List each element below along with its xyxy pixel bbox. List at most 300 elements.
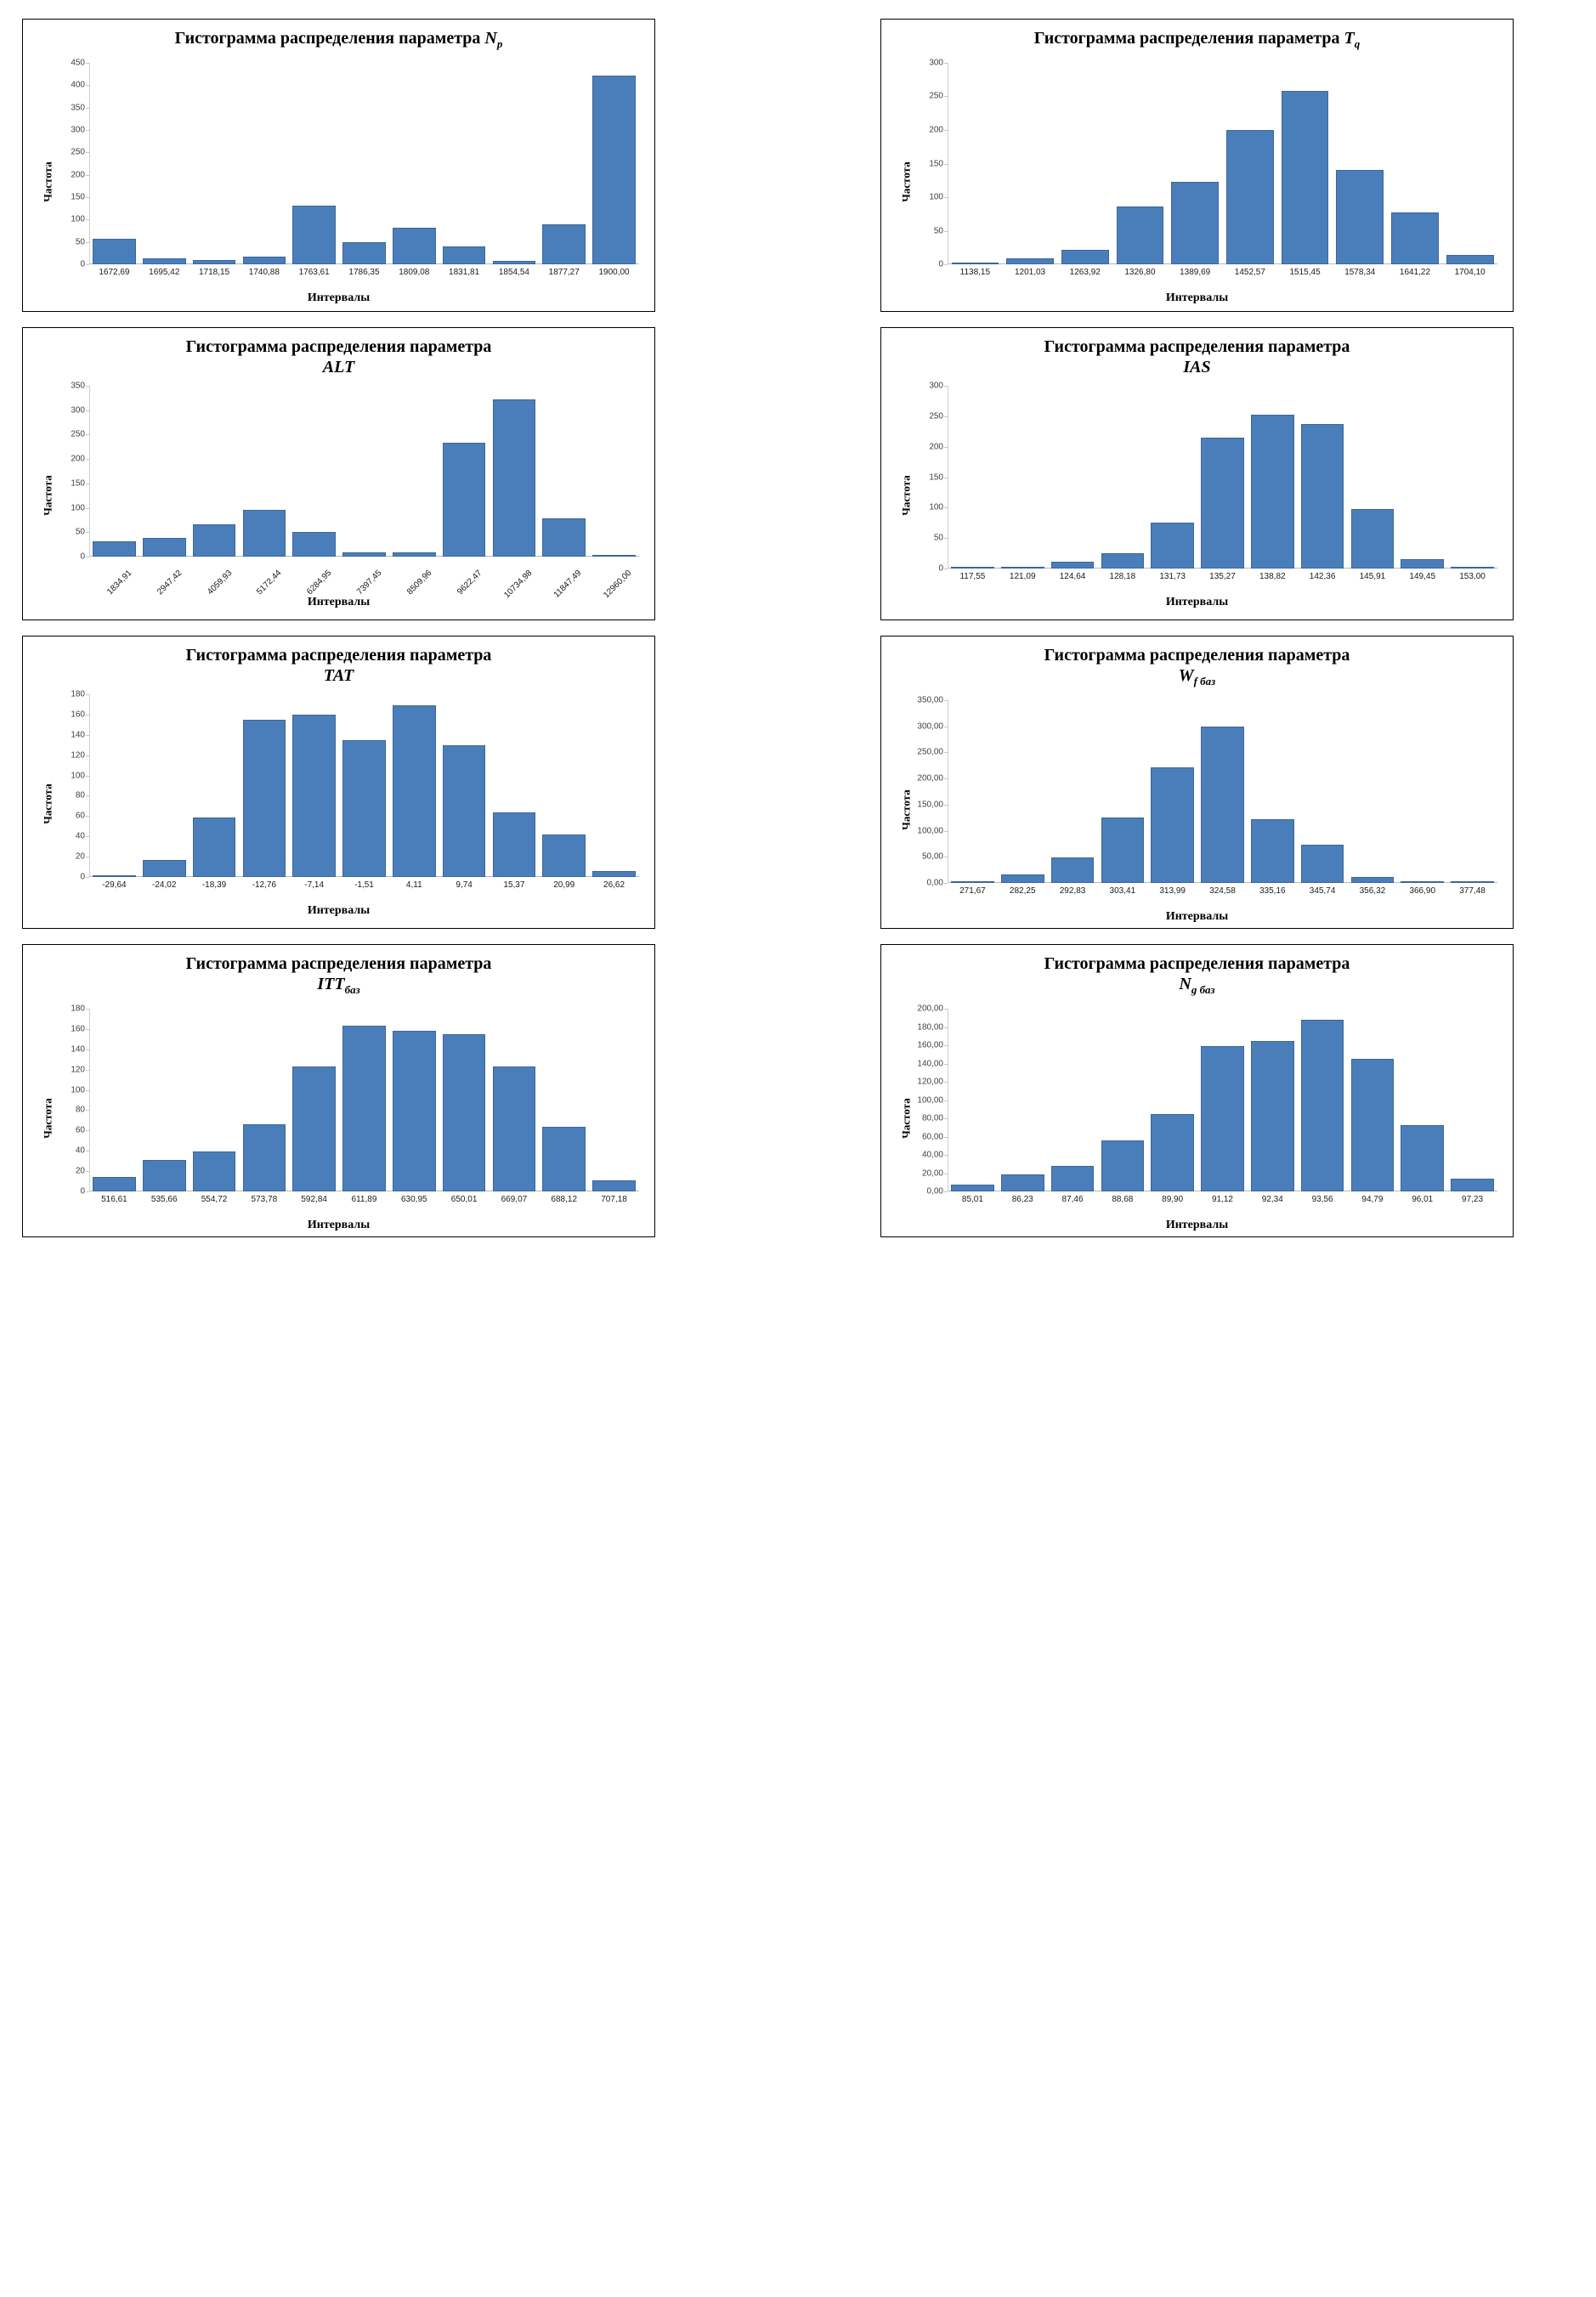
x-tick-label: 271,67 bbox=[959, 886, 986, 896]
bar[interactable] bbox=[1201, 1046, 1244, 1191]
x-tick-label: 1854,54 bbox=[498, 268, 529, 277]
bar-slot bbox=[190, 386, 240, 557]
y-tick-label: 250 bbox=[71, 147, 85, 157]
chart-title-tq: Гистограмма распределения параметра $T_q$ bbox=[1033, 29, 1361, 50]
bar-slot bbox=[1447, 1009, 1497, 1191]
bar[interactable] bbox=[393, 228, 436, 264]
y-tick-label: 20,00 bbox=[921, 1168, 943, 1178]
bar[interactable] bbox=[342, 740, 386, 877]
x-tick-label: 611,89 bbox=[351, 1195, 377, 1204]
bar[interactable] bbox=[592, 1180, 636, 1191]
bar[interactable] bbox=[1051, 562, 1095, 569]
bar[interactable] bbox=[1351, 509, 1395, 569]
bar-slot bbox=[389, 386, 439, 557]
bar-slot bbox=[539, 694, 589, 877]
bar-slot bbox=[1168, 63, 1223, 264]
chart-title-np: Гистограмма распределения параметра $N_p$ bbox=[174, 29, 503, 50]
bar[interactable] bbox=[1401, 881, 1444, 883]
y-tick-label: 0 bbox=[938, 259, 943, 269]
bar[interactable] bbox=[443, 443, 486, 557]
chart-title-wf: Гистограмма распределения параметра $W_{f баз}$ bbox=[1044, 646, 1350, 687]
bar-slot bbox=[190, 63, 240, 264]
bar-slot bbox=[339, 386, 389, 557]
y-tick-label: 250 bbox=[929, 91, 943, 101]
bar[interactable] bbox=[1101, 1140, 1145, 1191]
bar[interactable] bbox=[542, 224, 586, 264]
bar[interactable] bbox=[493, 812, 536, 877]
bar[interactable] bbox=[1226, 130, 1274, 264]
bar[interactable] bbox=[143, 258, 186, 264]
bar[interactable] bbox=[443, 246, 486, 264]
x-tick-label: 303,41 bbox=[1109, 886, 1136, 896]
bar[interactable] bbox=[93, 1177, 136, 1191]
y-tick-label: 200,00 bbox=[917, 1004, 943, 1014]
bar[interactable] bbox=[952, 263, 999, 264]
y-tick-label: 300 bbox=[71, 405, 85, 416]
x-tick-label: 6284,95 bbox=[305, 568, 334, 597]
bar[interactable] bbox=[1351, 1059, 1395, 1191]
x-tick-label: 9622,47 bbox=[455, 568, 484, 597]
bar-slot bbox=[439, 386, 490, 557]
bar-slot bbox=[1298, 386, 1348, 569]
y-tick-label: 50 bbox=[75, 527, 85, 537]
bar[interactable] bbox=[542, 518, 586, 557]
bar-slot bbox=[1333, 63, 1388, 264]
bar[interactable] bbox=[193, 1151, 236, 1191]
bar[interactable] bbox=[93, 875, 136, 877]
x-tick-label: 1900,00 bbox=[598, 268, 630, 277]
plot-area-itt bbox=[23, 1000, 654, 1236]
y-tick-label: 200,00 bbox=[917, 773, 943, 784]
chart-title-ng: Гистограмма распределения параметра $N_{g баз}$ bbox=[1044, 954, 1350, 996]
y-tick-label: 20 bbox=[75, 1166, 85, 1176]
bar-slot bbox=[339, 1009, 389, 1191]
y-tick-label: 40 bbox=[75, 831, 85, 841]
bar-slot bbox=[1197, 1009, 1248, 1191]
plot-area-wf bbox=[881, 692, 1513, 927]
x-tick-label: 573,78 bbox=[251, 1195, 278, 1204]
y-tick-label: 100 bbox=[71, 1085, 85, 1095]
bar-slot bbox=[1097, 386, 1147, 569]
y-tick-label: 350 bbox=[71, 381, 85, 391]
bar-slot bbox=[539, 63, 589, 264]
bar-slot bbox=[139, 386, 190, 557]
bar[interactable] bbox=[243, 1124, 286, 1191]
x-tick-label: 1704,10 bbox=[1454, 268, 1486, 277]
bar[interactable] bbox=[1151, 523, 1194, 569]
bar[interactable] bbox=[1401, 1125, 1444, 1191]
bar[interactable] bbox=[1336, 170, 1384, 264]
bar[interactable] bbox=[1251, 415, 1294, 569]
axis-area bbox=[71, 689, 639, 882]
bar-slot bbox=[948, 700, 998, 883]
bar-slot bbox=[389, 1009, 439, 1191]
bar[interactable] bbox=[342, 1026, 386, 1191]
x-tick-label: 1877,27 bbox=[548, 268, 580, 277]
bar[interactable] bbox=[393, 1031, 436, 1191]
bar[interactable] bbox=[592, 76, 636, 264]
x-tick-label: 1578,34 bbox=[1344, 268, 1376, 277]
x-tick-label: 630,95 bbox=[400, 1195, 427, 1204]
chart-cell-tq bbox=[858, 12, 1589, 320]
y-tick-label: 100 bbox=[71, 771, 85, 781]
y-tick-label: 250 bbox=[929, 411, 943, 421]
bar-slot bbox=[1197, 700, 1248, 883]
y-axis-label: Частота bbox=[899, 161, 913, 202]
y-tick-label: 0 bbox=[80, 1186, 85, 1197]
bar[interactable] bbox=[243, 720, 286, 877]
x-tick-label: 85,01 bbox=[961, 1195, 983, 1204]
y-tick-label: 250 bbox=[71, 429, 85, 439]
bar[interactable] bbox=[1301, 845, 1344, 883]
y-tick-label: 350,00 bbox=[917, 695, 943, 705]
bar[interactable] bbox=[443, 745, 486, 877]
chart-panel-tq bbox=[880, 19, 1514, 312]
bar[interactable] bbox=[493, 261, 536, 264]
y-tick-label: 0,00 bbox=[926, 1186, 943, 1197]
x-tick-label: -24,02 bbox=[152, 880, 177, 890]
plot-area-ias bbox=[881, 377, 1513, 613]
y-tick-label: 100 bbox=[71, 503, 85, 513]
bar-slot bbox=[1057, 63, 1112, 264]
x-tick-labels bbox=[89, 880, 639, 896]
bar[interactable] bbox=[951, 567, 994, 569]
y-tick-label: 160,00 bbox=[917, 1040, 943, 1050]
y-tick-label: 50 bbox=[933, 226, 943, 235]
x-tick-label: 535,66 bbox=[150, 1195, 178, 1204]
bar[interactable] bbox=[1391, 212, 1439, 264]
bar[interactable] bbox=[542, 835, 586, 877]
bar[interactable] bbox=[1101, 553, 1145, 569]
x-tick-label: 1389,69 bbox=[1180, 268, 1211, 277]
bar-slot bbox=[539, 386, 589, 557]
x-tick-label: 1326,80 bbox=[1124, 268, 1156, 277]
bar[interactable] bbox=[1251, 1041, 1294, 1191]
x-tick-label: 688,12 bbox=[551, 1195, 578, 1204]
y-tick-label: 100,00 bbox=[917, 1095, 943, 1105]
bar[interactable] bbox=[1051, 1166, 1095, 1191]
x-axis-label: Интервалы bbox=[307, 904, 371, 917]
x-tick-labels bbox=[89, 268, 639, 283]
bar-slot bbox=[998, 700, 1048, 883]
bar[interactable] bbox=[1061, 250, 1109, 264]
bar[interactable] bbox=[1171, 182, 1219, 264]
bar[interactable] bbox=[342, 242, 386, 264]
chart-title-alt: Гистограмма распределения параметра ALT bbox=[185, 337, 492, 376]
bar-slot bbox=[439, 1009, 490, 1191]
bar[interactable] bbox=[1101, 818, 1145, 883]
bar-slot bbox=[589, 694, 639, 877]
y-tick-label: 0 bbox=[80, 872, 85, 882]
bar[interactable] bbox=[1301, 1020, 1344, 1191]
chart-panel-itt bbox=[22, 944, 655, 1237]
chart-panel-ias bbox=[880, 327, 1514, 620]
y-tick-mark bbox=[86, 264, 89, 265]
bar-slot bbox=[1397, 386, 1447, 569]
bar[interactable] bbox=[1451, 881, 1494, 883]
y-tick-label: 140,00 bbox=[917, 1059, 943, 1068]
bar-slot bbox=[1048, 700, 1098, 883]
y-tick-label: 200 bbox=[71, 454, 85, 464]
y-tick-label: 80,00 bbox=[921, 1113, 943, 1123]
y-tick-label: 60,00 bbox=[921, 1132, 943, 1141]
x-tick-label: 356,32 bbox=[1359, 886, 1386, 896]
x-tick-label: 135,27 bbox=[1209, 572, 1236, 581]
x-tick-label: 86,23 bbox=[1011, 1195, 1033, 1204]
x-tick-label: -7,14 bbox=[304, 880, 325, 890]
bar[interactable] bbox=[243, 257, 286, 264]
y-tick-label: 0 bbox=[938, 563, 943, 574]
bar[interactable] bbox=[1251, 819, 1294, 883]
x-tick-label: 91,12 bbox=[1211, 1195, 1233, 1204]
y-tick-label: 160 bbox=[71, 710, 85, 720]
bar-slot bbox=[1112, 63, 1168, 264]
bar[interactable] bbox=[493, 1066, 536, 1191]
bar[interactable] bbox=[292, 1066, 336, 1191]
x-tick-label: 282,25 bbox=[1009, 886, 1036, 896]
x-tick-label: 10734,98 bbox=[501, 568, 534, 601]
bar-slot bbox=[589, 1009, 639, 1191]
bar-slot bbox=[1048, 1009, 1098, 1191]
x-axis-label: Интервалы bbox=[1165, 910, 1229, 923]
bar-slot bbox=[998, 386, 1048, 569]
bar[interactable] bbox=[93, 239, 136, 264]
y-tick-label: 50 bbox=[933, 533, 943, 543]
bar-slot bbox=[289, 386, 339, 557]
x-tick-label: 153,00 bbox=[1459, 572, 1486, 581]
bar-slot bbox=[139, 63, 190, 264]
bar[interactable] bbox=[1001, 874, 1044, 883]
chart-cell-wf bbox=[858, 629, 1589, 937]
chart-cell-ng bbox=[858, 937, 1589, 1246]
x-tick-label: 1641,22 bbox=[1399, 268, 1431, 277]
bars-container bbox=[948, 386, 1497, 569]
x-tick-label: 94,79 bbox=[1361, 1195, 1384, 1204]
bars-container bbox=[948, 700, 1497, 883]
x-tick-label: 11847,49 bbox=[552, 568, 584, 600]
bar-slot bbox=[289, 694, 339, 877]
charts-grid bbox=[0, 12, 1596, 1246]
y-tick-label: 250,00 bbox=[917, 747, 943, 757]
bar[interactable] bbox=[1006, 258, 1054, 264]
bar-slot bbox=[289, 63, 339, 264]
x-tick-label: 1672,69 bbox=[99, 268, 130, 277]
bar[interactable] bbox=[951, 1185, 994, 1191]
bar[interactable] bbox=[1301, 424, 1344, 569]
y-tick-label: 150,00 bbox=[917, 800, 943, 810]
x-axis-label: Интервалы bbox=[307, 291, 371, 304]
bar[interactable] bbox=[592, 871, 636, 877]
bar[interactable] bbox=[193, 524, 236, 557]
bar-slot bbox=[339, 694, 389, 877]
axis-area bbox=[929, 381, 1497, 574]
x-tick-label: 8509,96 bbox=[405, 568, 434, 597]
bar-slot bbox=[1277, 63, 1333, 264]
x-tick-label: 707,18 bbox=[601, 1195, 627, 1204]
bar[interactable] bbox=[951, 881, 994, 883]
y-tick-label: 20 bbox=[75, 851, 85, 862]
y-axis-label: Частота bbox=[899, 474, 913, 516]
bar-slot bbox=[1003, 63, 1058, 264]
bar[interactable] bbox=[493, 399, 536, 557]
bar-slot bbox=[948, 63, 1003, 264]
y-tick-label: 50,00 bbox=[921, 851, 943, 862]
bar-slot bbox=[1348, 700, 1398, 883]
y-tick-label: 400 bbox=[71, 80, 85, 90]
bar-slot bbox=[1397, 700, 1447, 883]
bar[interactable] bbox=[1151, 767, 1194, 883]
y-tick-label: 100 bbox=[71, 214, 85, 224]
x-tick-label: 1452,57 bbox=[1234, 268, 1265, 277]
bar-slot bbox=[1397, 1009, 1447, 1191]
bar[interactable] bbox=[1451, 567, 1494, 569]
bar-slot bbox=[190, 1009, 240, 1191]
x-tick-labels bbox=[948, 886, 1497, 902]
bar-slot bbox=[490, 1009, 540, 1191]
bar[interactable] bbox=[1401, 559, 1444, 569]
x-tick-label: 345,74 bbox=[1309, 886, 1336, 896]
x-tick-label: 1786,35 bbox=[348, 268, 380, 277]
y-tick-label: 0 bbox=[80, 259, 85, 269]
x-tick-label: 142,36 bbox=[1309, 572, 1336, 581]
bar[interactable] bbox=[1117, 207, 1164, 264]
bars-container bbox=[89, 63, 639, 264]
bar[interactable] bbox=[443, 1034, 486, 1191]
bar[interactable] bbox=[193, 818, 236, 877]
chart-title-ias: Гистограмма распределения параметра IAS bbox=[1044, 337, 1350, 376]
y-tick-label: 300 bbox=[929, 58, 943, 68]
bar[interactable] bbox=[393, 705, 436, 877]
bar-slot bbox=[1447, 386, 1497, 569]
y-tick-mark bbox=[944, 1191, 948, 1192]
bars-container bbox=[948, 63, 1497, 264]
x-tick-label: 96,01 bbox=[1412, 1195, 1434, 1204]
y-tick-label: 100 bbox=[929, 192, 943, 202]
y-tick-label: 150 bbox=[929, 159, 943, 168]
bar-slot bbox=[589, 386, 639, 557]
x-axis-label: Интервалы bbox=[1165, 596, 1229, 608]
x-tick-label: 89,90 bbox=[1162, 1195, 1184, 1204]
y-tick-label: 450 bbox=[71, 58, 85, 68]
bar-slot bbox=[1447, 700, 1497, 883]
y-tick-label: 200 bbox=[929, 442, 943, 452]
y-tick-label: 200 bbox=[929, 125, 943, 135]
chart-panel-ng bbox=[880, 944, 1514, 1237]
chart-cell-ias bbox=[858, 320, 1589, 629]
x-tick-label: 324,58 bbox=[1209, 886, 1236, 896]
y-tick-label: 50 bbox=[75, 237, 85, 247]
x-tick-label: 149,45 bbox=[1409, 572, 1436, 581]
y-tick-label: 300,00 bbox=[917, 721, 943, 732]
bar-slot bbox=[190, 694, 240, 877]
x-tick-label: 669,07 bbox=[501, 1195, 528, 1204]
plot-area-ng bbox=[881, 1000, 1513, 1236]
y-tick-label: 40,00 bbox=[921, 1150, 943, 1160]
x-tick-labels bbox=[948, 572, 1497, 587]
bars-container bbox=[89, 694, 639, 877]
y-tick-label: 80 bbox=[75, 1105, 85, 1115]
bar[interactable] bbox=[1051, 857, 1095, 883]
x-tick-label: 124,64 bbox=[1059, 572, 1086, 581]
chart-title-tat: Гистограмма распределения параметра TAT bbox=[185, 646, 492, 685]
y-tick-label: 180 bbox=[71, 689, 85, 699]
x-tick-label: 128,18 bbox=[1109, 572, 1136, 581]
x-tick-label: 20,99 bbox=[553, 880, 575, 890]
bar[interactable] bbox=[1201, 727, 1244, 883]
bar-slot bbox=[490, 694, 540, 877]
bar-slot bbox=[1348, 1009, 1398, 1191]
chart-panel-alt bbox=[22, 327, 655, 620]
bar[interactable] bbox=[243, 510, 286, 557]
y-tick-label: 350 bbox=[71, 103, 85, 113]
bar[interactable] bbox=[1151, 1114, 1194, 1191]
bar[interactable] bbox=[1451, 1179, 1494, 1191]
y-tick-label: 150 bbox=[71, 192, 85, 202]
bar[interactable] bbox=[542, 1127, 586, 1191]
bar-slot bbox=[439, 63, 490, 264]
y-tick-label: 180 bbox=[71, 1004, 85, 1014]
bar[interactable] bbox=[1351, 877, 1395, 883]
y-tick-label: 150 bbox=[929, 472, 943, 482]
x-tick-label: 1740,88 bbox=[248, 268, 280, 277]
bar[interactable] bbox=[292, 715, 336, 877]
x-tick-label: 1834,91 bbox=[105, 568, 134, 597]
axis-area bbox=[917, 1004, 1497, 1197]
chart-panel-tat bbox=[22, 636, 655, 929]
x-tick-label: 377,48 bbox=[1459, 886, 1486, 896]
x-tick-label: 1138,15 bbox=[959, 268, 991, 277]
axis-area bbox=[71, 58, 639, 269]
y-axis-label: Частота bbox=[899, 789, 913, 830]
x-axis-label: Интервалы bbox=[307, 1219, 371, 1231]
chart-panel-wf bbox=[880, 636, 1514, 929]
x-tick-label: 26,62 bbox=[603, 880, 625, 890]
bar[interactable] bbox=[193, 260, 236, 264]
x-tick-label: -12,76 bbox=[252, 880, 277, 890]
bar[interactable] bbox=[1201, 438, 1244, 569]
bars-container bbox=[89, 1009, 639, 1191]
x-tick-label: 92,34 bbox=[1261, 1195, 1283, 1204]
bar[interactable] bbox=[1001, 1174, 1044, 1191]
bars-container bbox=[89, 386, 639, 557]
bar[interactable] bbox=[143, 1160, 186, 1191]
chart-panel-np bbox=[22, 19, 655, 312]
bar[interactable] bbox=[1446, 255, 1494, 264]
bar-slot bbox=[1147, 386, 1197, 569]
plot-area-tat bbox=[23, 686, 654, 921]
y-tick-label: 60 bbox=[75, 811, 85, 821]
bar[interactable] bbox=[143, 860, 186, 877]
y-tick-label: 120 bbox=[71, 1065, 85, 1075]
x-tick-label: -1,51 bbox=[354, 880, 374, 890]
bar-slot bbox=[389, 694, 439, 877]
bar[interactable] bbox=[1001, 567, 1044, 569]
x-tick-labels bbox=[89, 1195, 639, 1210]
plot-area-np bbox=[23, 54, 654, 308]
x-tick-label: 4,11 bbox=[405, 880, 422, 890]
bar[interactable] bbox=[292, 206, 336, 264]
y-tick-label: 140 bbox=[71, 1044, 85, 1055]
bar[interactable] bbox=[1282, 91, 1329, 264]
y-tick-label: 120 bbox=[71, 750, 85, 761]
x-tick-label: 1695,42 bbox=[149, 268, 180, 277]
x-tick-label: 121,09 bbox=[1009, 572, 1036, 581]
x-tick-label: 5172,44 bbox=[255, 568, 284, 597]
bar-slot bbox=[239, 386, 289, 557]
bar-slot bbox=[89, 694, 139, 877]
bar-slot bbox=[339, 63, 389, 264]
x-tick-labels bbox=[89, 553, 639, 601]
